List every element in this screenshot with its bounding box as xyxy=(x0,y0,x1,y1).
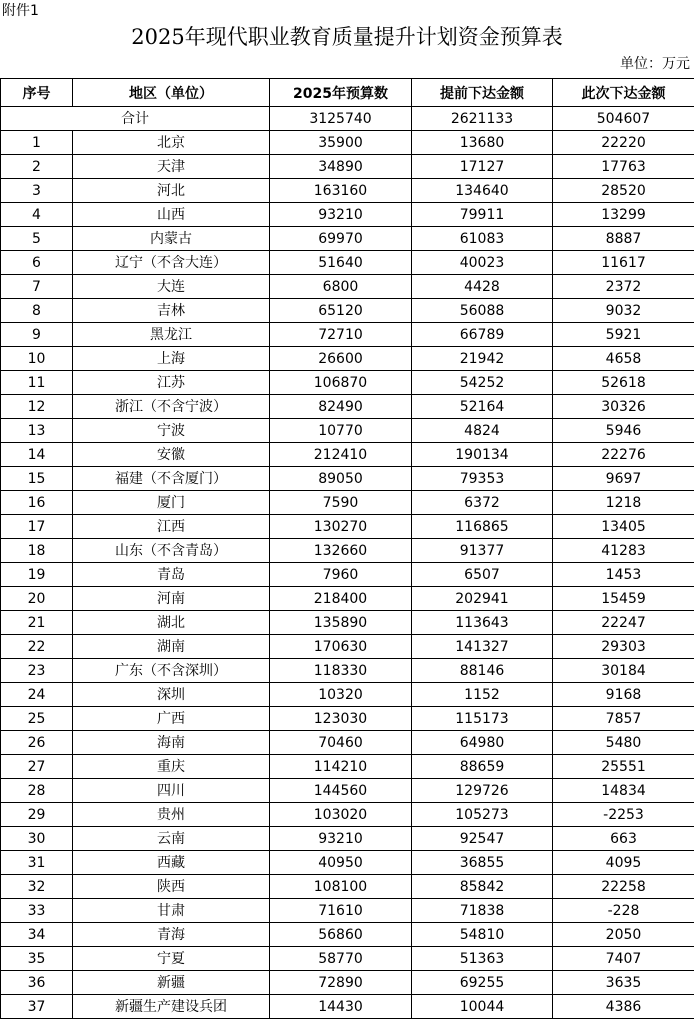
row-current: 4095 xyxy=(553,851,694,875)
row-current: 52618 xyxy=(553,371,694,395)
row-advance: 13680 xyxy=(412,131,553,155)
row-budget: 89050 xyxy=(270,467,412,491)
row-budget: 218400 xyxy=(270,587,412,611)
row-current: 7857 xyxy=(553,707,694,731)
row-region: 江西 xyxy=(73,515,270,539)
row-advance: 71838 xyxy=(412,899,553,923)
row-advance: 6507 xyxy=(412,563,553,587)
table-row xyxy=(1,131,694,155)
row-advance: 56088 xyxy=(412,299,553,323)
row-current: 22258 xyxy=(553,875,694,899)
row-region: 宁波 xyxy=(73,419,270,443)
row-region: 云南 xyxy=(73,827,270,851)
row-budget: 144560 xyxy=(270,779,412,803)
table-row xyxy=(1,611,694,635)
table-row xyxy=(1,659,694,683)
row-region: 广西 xyxy=(73,707,270,731)
row-advance: 105273 xyxy=(412,803,553,827)
row-advance: 85842 xyxy=(412,875,553,899)
row-budget: 93210 xyxy=(270,203,412,227)
row-current: 663 xyxy=(553,827,694,851)
row-region: 重庆 xyxy=(73,755,270,779)
row-advance: 69255 xyxy=(412,971,553,995)
row-advance: 79353 xyxy=(412,467,553,491)
table-row xyxy=(1,731,694,755)
row-index: 2 xyxy=(1,155,73,179)
row-region: 福建（不含厦门） xyxy=(73,467,270,491)
table-row xyxy=(1,251,694,275)
row-region: 江苏 xyxy=(73,371,270,395)
header-current: 此次下达金额 xyxy=(553,79,694,107)
row-index: 25 xyxy=(1,707,73,731)
table-row xyxy=(1,635,694,659)
table-row xyxy=(1,683,694,707)
row-budget: 10320 xyxy=(270,683,412,707)
row-current: 7407 xyxy=(553,947,694,971)
row-budget: 34890 xyxy=(270,155,412,179)
row-region: 内蒙古 xyxy=(73,227,270,251)
row-advance: 17127 xyxy=(412,155,553,179)
row-budget: 123030 xyxy=(270,707,412,731)
total-label: 合计 xyxy=(1,107,270,131)
row-region: 海南 xyxy=(73,731,270,755)
row-advance: 4824 xyxy=(412,419,553,443)
row-budget: 72890 xyxy=(270,971,412,995)
row-index: 16 xyxy=(1,491,73,515)
row-budget: 108100 xyxy=(270,875,412,899)
table-row xyxy=(1,899,694,923)
row-advance: 113643 xyxy=(412,611,553,635)
row-region: 厦门 xyxy=(73,491,270,515)
row-current: 22220 xyxy=(553,131,694,155)
row-current: 4658 xyxy=(553,347,694,371)
table-row xyxy=(1,995,694,1019)
row-current: 4386 xyxy=(553,995,694,1019)
row-budget: 114210 xyxy=(270,755,412,779)
row-current: 3635 xyxy=(553,971,694,995)
row-current: 25551 xyxy=(553,755,694,779)
table-row xyxy=(1,779,694,803)
table-row xyxy=(1,827,694,851)
row-region: 陕西 xyxy=(73,875,270,899)
row-region: 安徽 xyxy=(73,443,270,467)
table-row xyxy=(1,515,694,539)
row-budget: 135890 xyxy=(270,611,412,635)
row-budget: 65120 xyxy=(270,299,412,323)
table-row xyxy=(1,323,694,347)
row-current: -228 xyxy=(553,899,694,923)
total-advance: 2621133 xyxy=(412,107,553,131)
row-index: 36 xyxy=(1,971,73,995)
row-advance: 115173 xyxy=(412,707,553,731)
table-row xyxy=(1,347,694,371)
table-row xyxy=(1,227,694,251)
row-index: 12 xyxy=(1,395,73,419)
row-region: 青海 xyxy=(73,923,270,947)
row-advance: 40023 xyxy=(412,251,553,275)
row-advance: 88146 xyxy=(412,659,553,683)
header-region: 地区（单位） xyxy=(73,79,270,107)
row-region: 辽宁（不含大连） xyxy=(73,251,270,275)
row-index: 27 xyxy=(1,755,73,779)
row-index: 34 xyxy=(1,923,73,947)
row-region: 天津 xyxy=(73,155,270,179)
table-row xyxy=(1,707,694,731)
table-row xyxy=(1,539,694,563)
row-advance: 88659 xyxy=(412,755,553,779)
row-advance: 190134 xyxy=(412,443,553,467)
row-budget: 82490 xyxy=(270,395,412,419)
table-row xyxy=(1,179,694,203)
row-index: 32 xyxy=(1,875,73,899)
row-index: 8 xyxy=(1,299,73,323)
row-index: 29 xyxy=(1,803,73,827)
table-row xyxy=(1,419,694,443)
row-index: 6 xyxy=(1,251,73,275)
row-current: 1218 xyxy=(553,491,694,515)
row-budget: 70460 xyxy=(270,731,412,755)
row-budget: 58770 xyxy=(270,947,412,971)
row-advance: 10044 xyxy=(412,995,553,1019)
row-budget: 103020 xyxy=(270,803,412,827)
table-row xyxy=(1,755,694,779)
row-region: 宁夏 xyxy=(73,947,270,971)
row-current: 9032 xyxy=(553,299,694,323)
row-region: 广东（不含深圳） xyxy=(73,659,270,683)
row-index: 28 xyxy=(1,779,73,803)
table-row xyxy=(1,155,694,179)
row-index: 19 xyxy=(1,563,73,587)
row-index: 24 xyxy=(1,683,73,707)
row-budget: 130270 xyxy=(270,515,412,539)
row-current: 5921 xyxy=(553,323,694,347)
row-advance: 36855 xyxy=(412,851,553,875)
row-index: 20 xyxy=(1,587,73,611)
row-index: 7 xyxy=(1,275,73,299)
row-current: 30326 xyxy=(553,395,694,419)
row-region: 山西 xyxy=(73,203,270,227)
row-index: 30 xyxy=(1,827,73,851)
row-current: 13299 xyxy=(553,203,694,227)
page-title: 2025年现代职业教育质量提升计划资金预算表 xyxy=(131,25,563,49)
unit-label: 单位：万元 xyxy=(620,56,690,72)
row-advance: 129726 xyxy=(412,779,553,803)
table-row xyxy=(1,875,694,899)
row-budget: 7590 xyxy=(270,491,412,515)
row-region: 山东（不含青岛） xyxy=(73,539,270,563)
row-advance: 54810 xyxy=(412,923,553,947)
row-index: 22 xyxy=(1,635,73,659)
row-budget: 106870 xyxy=(270,371,412,395)
row-budget: 170630 xyxy=(270,635,412,659)
row-current: 9168 xyxy=(553,683,694,707)
table-row xyxy=(1,947,694,971)
table-row xyxy=(1,491,694,515)
row-region: 黑龙江 xyxy=(73,323,270,347)
row-region: 浙江（不含宁波） xyxy=(73,395,270,419)
row-current: 41283 xyxy=(553,539,694,563)
row-index: 5 xyxy=(1,227,73,251)
row-index: 4 xyxy=(1,203,73,227)
row-region: 新疆 xyxy=(73,971,270,995)
table-row xyxy=(1,923,694,947)
row-current: 5480 xyxy=(553,731,694,755)
row-advance: 116865 xyxy=(412,515,553,539)
row-advance: 61083 xyxy=(412,227,553,251)
row-index: 15 xyxy=(1,467,73,491)
row-advance: 66789 xyxy=(412,323,553,347)
row-index: 35 xyxy=(1,947,73,971)
row-budget: 72710 xyxy=(270,323,412,347)
row-region: 青岛 xyxy=(73,563,270,587)
row-index: 13 xyxy=(1,419,73,443)
table-row xyxy=(1,203,694,227)
row-budget: 163160 xyxy=(270,179,412,203)
row-current: 29303 xyxy=(553,635,694,659)
row-current: 30184 xyxy=(553,659,694,683)
row-current: 9697 xyxy=(553,467,694,491)
row-budget: 6800 xyxy=(270,275,412,299)
row-index: 26 xyxy=(1,731,73,755)
row-index: 23 xyxy=(1,659,73,683)
row-index: 1 xyxy=(1,131,73,155)
table-row xyxy=(1,803,694,827)
row-advance: 64980 xyxy=(412,731,553,755)
row-current: 17763 xyxy=(553,155,694,179)
row-region: 河北 xyxy=(73,179,270,203)
row-budget: 71610 xyxy=(270,899,412,923)
row-index: 37 xyxy=(1,995,73,1019)
row-budget: 69970 xyxy=(270,227,412,251)
table-row xyxy=(1,467,694,491)
row-index: 31 xyxy=(1,851,73,875)
table-row xyxy=(1,563,694,587)
row-budget: 26600 xyxy=(270,347,412,371)
row-budget: 212410 xyxy=(270,443,412,467)
row-index: 10 xyxy=(1,347,73,371)
row-budget: 51640 xyxy=(270,251,412,275)
row-region: 北京 xyxy=(73,131,270,155)
budget-table xyxy=(0,78,694,1019)
row-region: 河南 xyxy=(73,587,270,611)
row-advance: 52164 xyxy=(412,395,553,419)
row-advance: 92547 xyxy=(412,827,553,851)
row-advance: 51363 xyxy=(412,947,553,971)
row-index: 11 xyxy=(1,371,73,395)
row-advance: 4428 xyxy=(412,275,553,299)
row-budget: 118330 xyxy=(270,659,412,683)
row-region: 吉林 xyxy=(73,299,270,323)
row-advance: 134640 xyxy=(412,179,553,203)
row-advance: 1152 xyxy=(412,683,553,707)
row-budget: 93210 xyxy=(270,827,412,851)
row-current: 22276 xyxy=(553,443,694,467)
row-advance: 21942 xyxy=(412,347,553,371)
table-row xyxy=(1,851,694,875)
row-region: 深圳 xyxy=(73,683,270,707)
row-index: 17 xyxy=(1,515,73,539)
row-advance: 91377 xyxy=(412,539,553,563)
row-budget: 132660 xyxy=(270,539,412,563)
total-budget: 3125740 xyxy=(270,107,412,131)
row-current: -2253 xyxy=(553,803,694,827)
total-row xyxy=(1,107,694,131)
row-current: 5946 xyxy=(553,419,694,443)
row-index: 9 xyxy=(1,323,73,347)
row-advance: 141327 xyxy=(412,635,553,659)
row-region: 湖南 xyxy=(73,635,270,659)
row-budget: 10770 xyxy=(270,419,412,443)
row-budget: 14430 xyxy=(270,995,412,1019)
row-index: 21 xyxy=(1,611,73,635)
row-region: 四川 xyxy=(73,779,270,803)
table-row xyxy=(1,395,694,419)
table-row xyxy=(1,971,694,995)
row-current: 2050 xyxy=(553,923,694,947)
row-advance: 202941 xyxy=(412,587,553,611)
header-row xyxy=(1,79,694,107)
row-current: 1453 xyxy=(553,563,694,587)
row-region: 贵州 xyxy=(73,803,270,827)
header-budget: 2025年预算数 xyxy=(270,79,412,107)
row-region: 大连 xyxy=(73,275,270,299)
row-current: 13405 xyxy=(553,515,694,539)
row-current: 11617 xyxy=(553,251,694,275)
total-current: 504607 xyxy=(553,107,694,131)
row-region: 甘肃 xyxy=(73,899,270,923)
row-budget: 56860 xyxy=(270,923,412,947)
table-row xyxy=(1,587,694,611)
row-budget: 35900 xyxy=(270,131,412,155)
row-index: 14 xyxy=(1,443,73,467)
row-budget: 7960 xyxy=(270,563,412,587)
row-advance: 54252 xyxy=(412,371,553,395)
row-region: 湖北 xyxy=(73,611,270,635)
row-advance: 79911 xyxy=(412,203,553,227)
header-advance: 提前下达金额 xyxy=(412,79,553,107)
table-row xyxy=(1,275,694,299)
row-current: 8887 xyxy=(553,227,694,251)
row-region: 西藏 xyxy=(73,851,270,875)
row-current: 14834 xyxy=(553,779,694,803)
table-row xyxy=(1,371,694,395)
header-index: 序号 xyxy=(1,79,73,107)
table-row xyxy=(1,299,694,323)
row-current: 28520 xyxy=(553,179,694,203)
row-region: 新疆生产建设兵团 xyxy=(73,995,270,1019)
row-index: 18 xyxy=(1,539,73,563)
row-current: 22247 xyxy=(553,611,694,635)
row-region: 上海 xyxy=(73,347,270,371)
row-current: 2372 xyxy=(553,275,694,299)
row-index: 3 xyxy=(1,179,73,203)
row-advance: 6372 xyxy=(412,491,553,515)
row-index: 33 xyxy=(1,899,73,923)
row-budget: 40950 xyxy=(270,851,412,875)
table-row xyxy=(1,443,694,467)
row-current: 15459 xyxy=(553,587,694,611)
annex-label: 附件1 xyxy=(2,3,39,19)
